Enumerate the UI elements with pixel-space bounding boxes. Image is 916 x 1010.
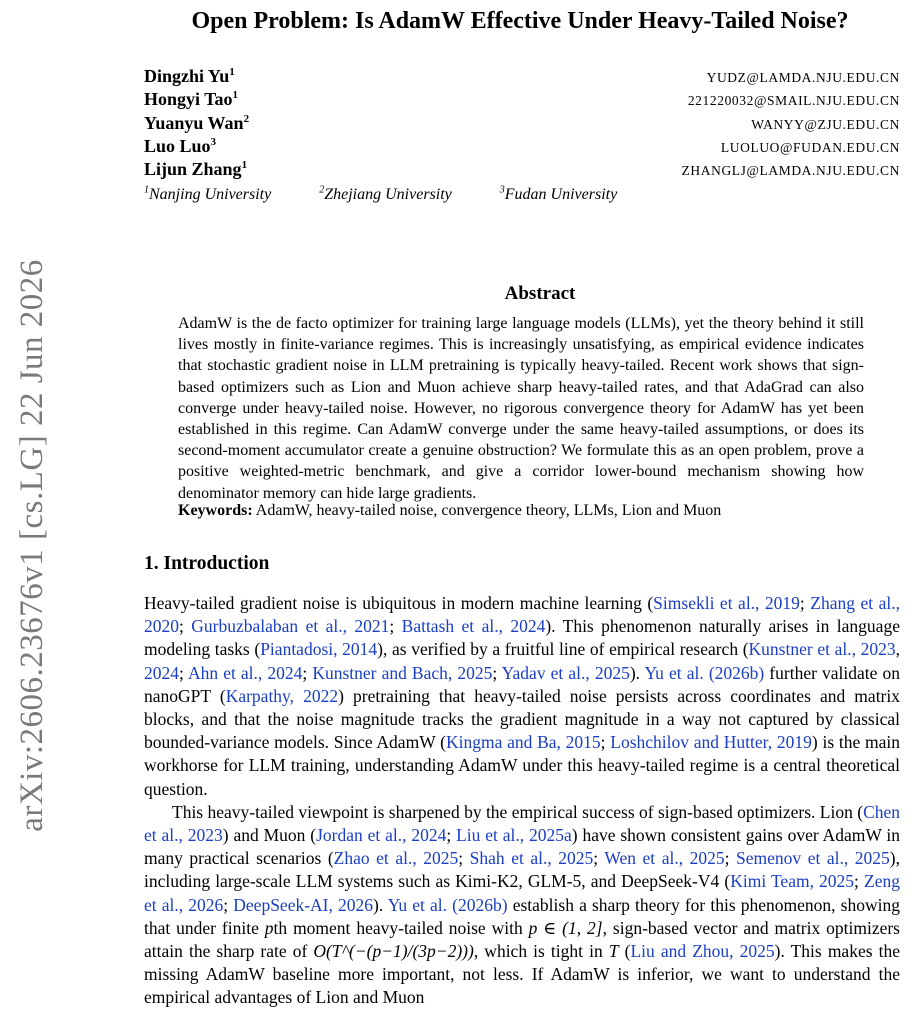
citation-link[interactable]: Zhang et al., 2020	[144, 593, 900, 637]
text-run: ), including large-scale LLM systems such as Kimi-K2, GLM-5, and DeepSeek-V4 (	[144, 848, 900, 892]
author-row	[144, 66, 900, 89]
text-run: , sign-based vector and matrix optimizers attain the sharp rate of	[144, 917, 900, 962]
citation-link[interactable]: Yadav et al., 2025	[501, 662, 630, 683]
text-run: This heavy-tailed viewpoint is sharpened by the empirical success of sign-based optimizers. Lion (	[172, 801, 864, 822]
citation-link[interactable]: DeepSeek-AI, 2026	[233, 894, 374, 915]
author-name: Hongyi Tao$^1$	[144, 89, 239, 110]
text-run: (	[618, 941, 631, 962]
author-row	[144, 159, 900, 182]
citation-link[interactable]: Kimi Team, 2025	[730, 871, 855, 892]
text-run: ) pretraining that heavy-tailed noise persists across coordinates and matrix blocks, and that the noise magnitude tracks the gradient magnitude in a way not captured by classical bounded-variance models. Since AdamW (	[144, 685, 900, 753]
paragraph	[144, 801, 900, 1010]
citation-link[interactable]: Shah et al., 2025	[469, 848, 594, 869]
text-run: ). This makes the missing AdamW baseline more important, not less. If AdamW is inferior, we want to understand the empirical advantages of Lion and Muon	[144, 941, 900, 1008]
citation-link[interactable]: Kunstner and Bach, 2025	[312, 662, 493, 683]
affiliation: $^2$Zhejiang University	[319, 184, 452, 203]
text-run: ) is the main workhorse for LLM training, understanding AdamW under this heavy-tailed regime is a central theoretical question.	[144, 732, 901, 799]
text-run: ), as verified by a fruitful line of empirical research (	[377, 639, 749, 660]
citation-link[interactable]: Loshchilov and Hutter, 2019	[610, 732, 812, 753]
paragraph	[144, 592, 900, 801]
citation-link[interactable]: Wen et al., 2025	[604, 848, 725, 869]
text-run: Heavy-tailed gradient noise is ubiquitous in modern machine learning (	[144, 593, 654, 613]
text-run: ;	[446, 825, 457, 846]
citation-link[interactable]: Piantadosi, 2014	[260, 639, 378, 660]
math-expression: O(T^(−(p−1)/(3p−2)))	[313, 941, 474, 962]
text-run: ) have shown consistent gains over AdamW in many practical scenarios (	[144, 825, 901, 869]
text-run: , which is tight in	[473, 941, 609, 962]
citation-link[interactable]: Karpathy, 2022	[225, 685, 339, 706]
text-run: ).	[629, 662, 645, 683]
citation-link[interactable]: Liu and Zhou, 2025	[630, 941, 775, 962]
citation-link[interactable]: Kunstner et al., 2023	[748, 639, 896, 660]
text-run: ). This phenomenon naturally arises in language modeling tasks (	[144, 616, 900, 660]
math-expression: p ∈ (1, 2]	[528, 917, 603, 938]
author-block	[144, 66, 900, 204]
author-row	[144, 136, 900, 159]
text-run: ).	[373, 894, 388, 915]
keywords-list: AdamW, heavy-tailed noise, convergence theory, LLMs, Lion and Muon	[255, 502, 722, 519]
citation-link[interactable]: Jordan et al., 2024	[316, 825, 447, 846]
author-email: YUDZ@LAMDA.NJU.EDU.CN	[706, 70, 900, 85]
keywords-label: Keywords:	[178, 502, 253, 519]
text-run: further validate on nanoGPT (	[144, 662, 900, 706]
citation-link[interactable]: Yu et al. (2026b)	[644, 662, 765, 683]
text-run: ;	[389, 616, 402, 637]
math-expression: T	[608, 941, 619, 962]
paper-title: Open Problem: Is AdamW Effective Under Heavy-Tailed Noise?	[191, 8, 849, 34]
author-name: Yuanyu Wan$^2$	[144, 112, 250, 133]
text-run: ;	[179, 662, 188, 683]
text-run: ;	[179, 616, 192, 637]
citation-link[interactable]: Gurbuzbalaban et al., 2021	[191, 616, 390, 637]
author-email: ZHANGLJ@LAMDA.NJU.EDU.CN	[681, 163, 900, 179]
text-run: ,	[895, 639, 900, 660]
citation-link[interactable]: Battash et al., 2024	[401, 616, 546, 637]
author-email: LUOLUO@FUDAN.EDU.CN	[720, 139, 900, 155]
text-run: ;	[724, 848, 737, 869]
citation-link[interactable]: Chen et al., 2023	[144, 801, 901, 846]
author-name: Dingzhi Yu$^1$	[144, 66, 235, 86]
keywords	[178, 502, 721, 520]
affiliation: $^3$Fudan University	[499, 184, 618, 203]
text-run: establish a sharp theory for this phenomenon, showing that under finite	[144, 894, 900, 938]
citation-link[interactable]: Zhao et al., 2025	[333, 848, 459, 869]
text-run: ;	[854, 871, 865, 892]
text-run: ;	[458, 848, 470, 869]
section-heading: 1. Introduction	[144, 553, 270, 574]
author-name: Lijun Zhang$^1$	[144, 159, 248, 180]
text-run: ) and Muon (	[222, 825, 317, 846]
author-email: WANYY@ZJU.EDU.CN	[751, 116, 900, 132]
introduction-body	[144, 592, 900, 1010]
citation-link[interactable]: Semenov et al., 2025	[736, 848, 890, 869]
author-name: Luo Luo$^3$	[144, 135, 217, 156]
citation-link[interactable]: 2024	[144, 662, 179, 683]
arxiv-identifier: arXiv:2606.23676v1 [cs.LG] 22 Jun 2026	[13, 258, 50, 832]
author-row	[144, 113, 900, 136]
citation-link[interactable]: Yu et al. (2026b)	[387, 894, 508, 915]
text-run: ;	[492, 662, 502, 683]
citation-link[interactable]: Liu et al., 2025a	[456, 825, 572, 846]
citation-link[interactable]: Ahn et al., 2024	[187, 662, 303, 683]
affiliation: $^1$Nanjing University	[144, 184, 272, 203]
text-run: ;	[600, 732, 611, 753]
author-email: 221220032@SMAIL.NJU.EDU.CN	[687, 93, 900, 109]
citation-link[interactable]: Kingma and Ba, 2015	[445, 732, 601, 753]
affiliations	[144, 184, 900, 203]
text-run: ;	[223, 894, 234, 915]
text-run: ;	[799, 593, 811, 613]
abstract-heading: Abstract	[504, 283, 576, 304]
text-run: th moment heavy-tailed noise with	[273, 917, 529, 938]
arxiv-sidebar	[8, 240, 56, 850]
citation-link[interactable]: Simsekli et al., 2019	[653, 593, 800, 613]
abstract-text: AdamW is the de facto optimizer for training large language models (LLMs), yet the theory behind it still lives mostly in finite-variance regimes. This is increasingly unsatisfying, as empirical evidence indicates that stochastic gradient noise in LLM pretraining is typically heavy-tailed. Recent work shows that sign-based optimizers such as Lion and Muon achieve sharp heavy-tailed rates, and that AdaGrad can also converge under heavy-tailed noise. However, no rigorous convergence theory for AdamW has yet been established in this regime. Can AdamW converge under the same heavy-tailed assumptions, or does its second-moment accumulator create a genuine obstruction? We formulate this as an open problem, prove a positive weighted-metric benchmark, and give a corridor lower-bound mechanism showing how denominator memory can hide large gradients.	[178, 315, 864, 502]
text-run: ;	[302, 662, 313, 683]
text-run: ;	[593, 848, 605, 869]
author-row	[144, 89, 900, 112]
math-expression: p	[264, 917, 274, 938]
citation-link[interactable]: Zeng et al., 2026	[144, 871, 900, 915]
